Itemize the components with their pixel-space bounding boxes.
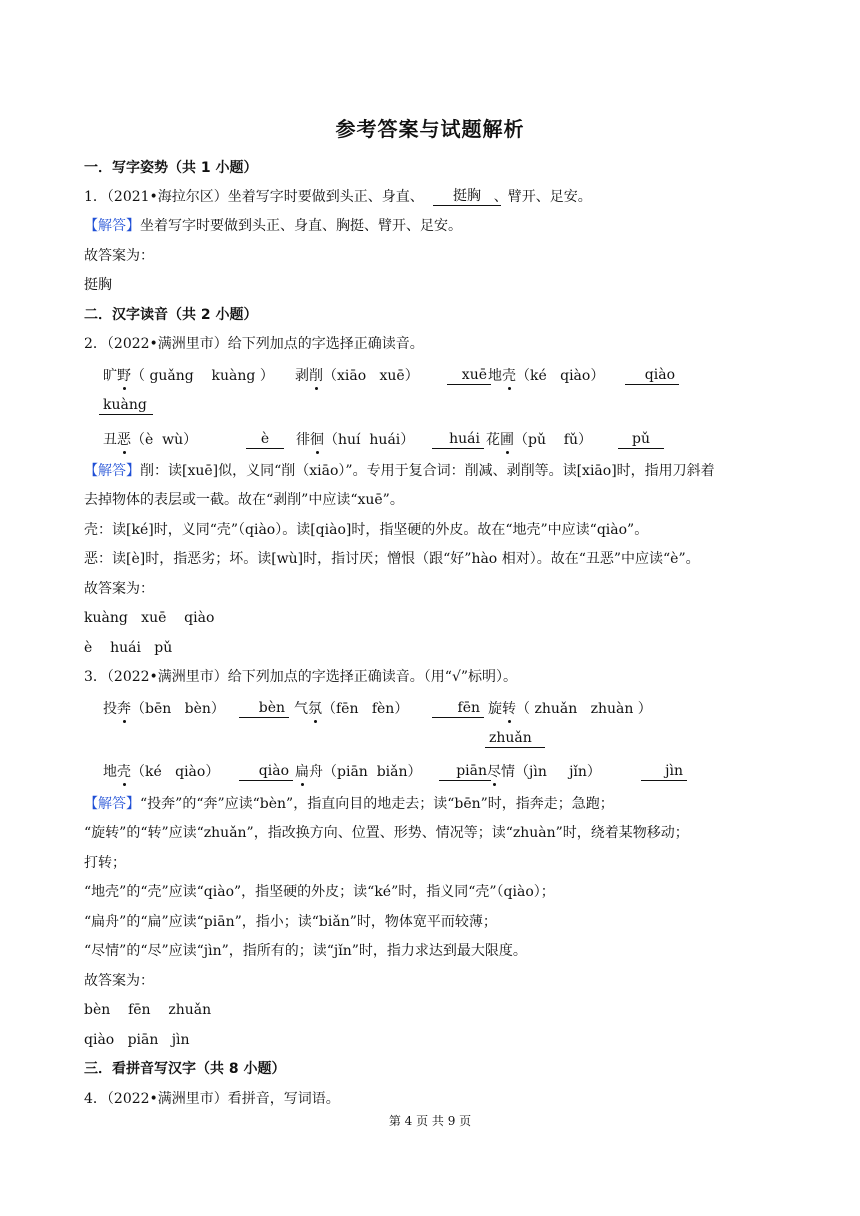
q2-explanation-4: 恶：读[è]时，指恶劣；坏。读[wù]时，指讨厌；憎恨（跟“好”hào 相对）。故在“丑恶”中应读“è”。 <box>84 551 700 567</box>
section-heading-2: 二．汉字读音（共 2 小题） <box>84 307 258 323</box>
q3-answer-line-1: bèn fēn zhuǎn <box>84 1002 212 1018</box>
q3-explanation-6: “尽情”的“尽”应读“jìn”，指所有的；读“jǐn”时，指力求达到最大限度。 <box>84 943 527 959</box>
q3-word-2: 气氛（fēn fèn） <box>294 701 409 717</box>
q3-explanation-1: 【解答】“投奔”的“奔”应读“bèn”，指直向目的地走去；读“bēn”时，指奔走；急跑； <box>84 796 614 812</box>
q2-word-6: 花圃（pǔ fǔ） <box>486 432 592 448</box>
section-heading-1: 一．写字姿势（共 1 小题） <box>84 160 258 176</box>
q2-answer-2: xuē <box>447 366 491 385</box>
q4-stem: 4．（2022•满洲里市）看拼音，写词语。 <box>84 1091 340 1107</box>
q2-answer-line-1: kuàng xuē qiào <box>84 610 215 626</box>
q2-answer-1: kuàng <box>99 396 153 415</box>
q1-stem: 1．（2021•海拉尔区）坐着写字时要做到头正、身直、 、臂开、足安。 <box>84 189 592 205</box>
jieda-tag: 【解答】 <box>84 218 140 234</box>
jieda-tag: 【解答】 <box>84 796 140 812</box>
q3-answer-1: bèn <box>239 699 289 718</box>
jieda-tag: 【解答】 <box>84 463 140 479</box>
q3-answer-6: jìn <box>641 762 687 781</box>
q1-answer-blank: 挺胸 <box>433 187 501 206</box>
q3-explanation-4: “地壳”的“壳”应读“qiào”，指坚硬的外皮；读“ké”时，指义同“壳”（qiào）； <box>84 884 555 900</box>
q3-answer-line-2: qiào piān jìn <box>84 1032 190 1048</box>
q2-word-4: 丑恶（è wù） <box>103 432 198 448</box>
q2-answer-4: è <box>246 430 284 449</box>
q3-answer-2: fēn <box>432 699 484 718</box>
q3-word-6: 尽情（jìn jǐn） <box>487 764 601 780</box>
q2-answer-5: huái <box>432 430 484 449</box>
q1-explanation: 【解答】坐着写字时要做到头正、身直、胸挺、臂开、足安。 <box>84 218 462 234</box>
q1-answer-intro: 故答案为： <box>84 248 154 264</box>
q2-explanation-3: 壳：读[ké]时，义同“壳”（qiào）。读[qiào]时，指坚硬的外皮。故在“地壳”中应读“qiào”。 <box>84 522 649 538</box>
q2-word-2: 剥削（xiāo xuē） <box>295 368 419 384</box>
q2-answer-intro: 故答案为： <box>84 581 154 597</box>
q3-word-3: 旋转（ zhuǎn zhuàn ） <box>488 701 652 717</box>
q2-answer-line-2: è huái pǔ <box>84 640 173 656</box>
q3-explanation-2: “旋转”的“转”应读“zhuǎn”，指改换方向、位置、形势、情况等；读“zhuàn”时，绕着某物移动； <box>84 825 689 841</box>
page-footer: 第 4 页 共 9 页 <box>388 1114 472 1128</box>
q3-answer-4: qiào <box>239 762 293 781</box>
q2-word-1: 旷野（ guǎng kuàng ） <box>103 368 274 384</box>
q2-answer-6: pǔ <box>618 430 664 449</box>
q3-word-1: 投奔（bēn bèn） <box>103 701 225 717</box>
q2-answer-3: qiào <box>625 366 679 385</box>
q3-answer-3: zhuǎn <box>485 729 545 748</box>
q2-word-3: 地壳（ké qiào） <box>488 368 605 384</box>
q3-stem: 3．（2022•满洲里市）给下列加点的字选择正确读音。（用“√”标明）。 <box>84 669 518 685</box>
q3-answer-5: piān <box>439 762 491 781</box>
q2-stem: 2．（2022•满洲里市）给下列加点的字选择正确读音。 <box>84 336 424 352</box>
page-title: 参考答案与试题解析 <box>335 117 525 141</box>
q2-explanation-1: 【解答】削：读[xuē]似，义同“削（xiāo）”。专用于复合词：削减、剥削等。读[xiāo]时，指用刀斜着 <box>84 463 715 479</box>
q3-explanation-3: 打转； <box>84 855 126 871</box>
q1-answer: 挺胸 <box>84 277 112 293</box>
q3-answer-intro: 故答案为： <box>84 973 154 989</box>
q3-word-5: 扁舟（piān biǎn） <box>295 764 422 780</box>
section-heading-3: 三．看拼音写汉字（共 8 小题） <box>84 1061 286 1077</box>
q3-explanation-5: “扁舟”的“扁”应读“piān”，指小；读“biǎn”时，物体宽平而较薄； <box>84 914 497 930</box>
q2-word-5: 徘徊（huí huái） <box>296 432 415 448</box>
q2-explanation-2: 去掉物体的表层或一截。故在“剥削”中应读“xuē”。 <box>84 492 404 508</box>
q3-word-4: 地壳（ké qiào） <box>103 764 220 780</box>
